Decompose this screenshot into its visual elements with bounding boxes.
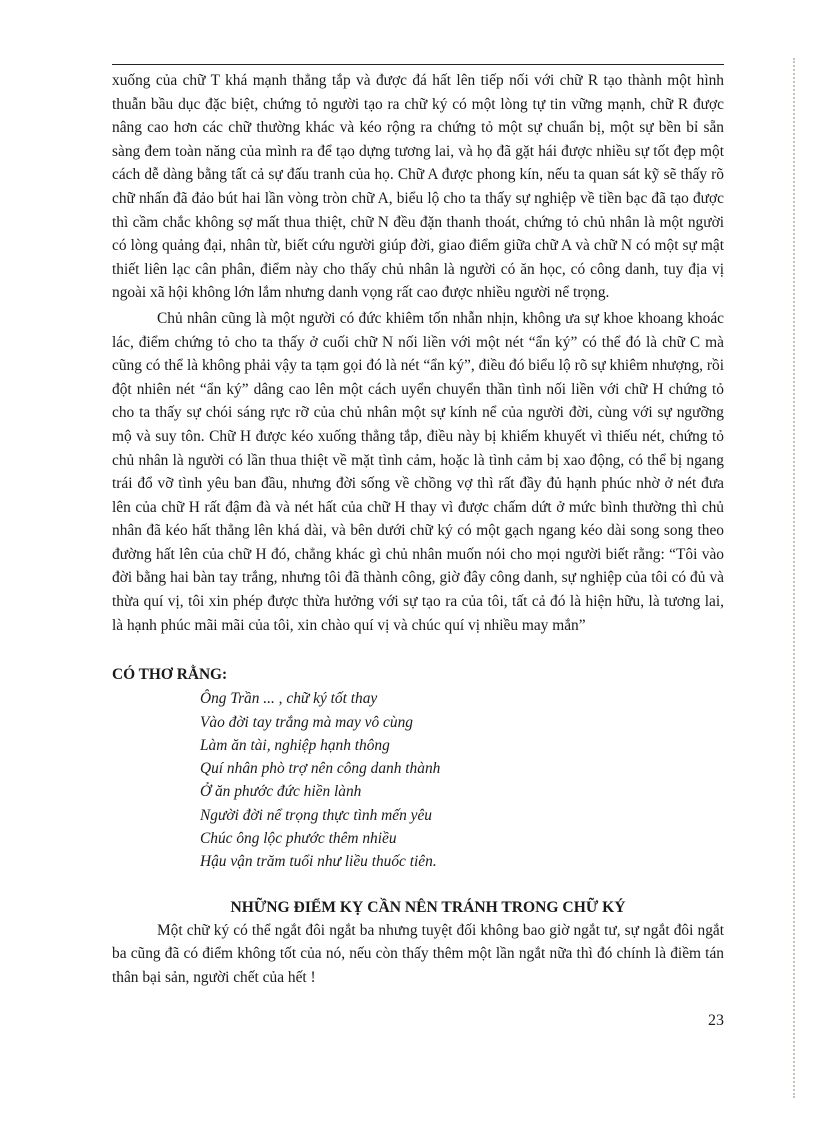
section-paragraph: Một chữ ký có thể ngắt đôi ngắt ba nhưng tuyệt đối không bao giờ ngắt tư, sự ngắt đôi ngắt ba cũng đã có điểm không tốt của nó, nếu còn thấy thêm một lần ngắt nữa thì đó chính là điềm tán thân bại sản, người chết của hết ! [112, 921, 724, 986]
poem-line: Hậu vận trăm tuổi như liều thuốc tiên. [200, 853, 437, 871]
body-paragraph-2: Chủ nhân cũng là một người có đức khiêm tốn nhẫn nhịn, không ưa sự khoe khoang khoác lác, điểm chứng tỏ cho ta thấy ở cuối chữ N nối liền với một nét “ẩn ký” có thể đó là chữ C mà cũng có thể là không phải vậy ta tạm gọi đó là nét “ẩn ký”, điều đó biểu lộ rõ sự khiêm nhượng, rồi đột nhiên nét “ẩn ký” dâng cao lên một cách uyển chuyển thần tình nối liền với chữ H chứng tỏ cho ta thấy sự chói sáng rực rỡ của chủ nhân một sự kính nể của người đời, cùng với sự ngưỡng mộ và suy tôn. Chữ H được kéo xuống thẳng tắp, điều này bị khiếm khuyết vì thiếu nét, chứng tỏ chủ nhân là người có lần thua thiệt về mặt tình cảm, hoặc là tình cảm bị xao động, có thể bị ngang trái đổ vỡ tình yêu ban đầu, nhưng đời sống về chồng vợ thì rất đầy đủ hạnh phúc nhờ ở nét đưa lên của chữ H rất đậm đà và nét hất của chữ H thay vì được chấm dứt ở mức bình thường thì chủ nhân đã kéo hất thẳng lên khá dài, và bên dưới chữ ký có một gạch ngang kéo dài song song theo đường hất lên của chữ H đó, chẳng khác gì chủ nhân muốn nói cho mọi người biết rằng: “Tôi vào đời bằng hai bàn tay trắng, nhưng tôi đã thành công, giờ đây công danh, sự nghiệp của tôi có đủ và thừa quí vị, tôi xin phép được thừa hưởng với sự tạo ra của tôi, tất cả đó là hiện hữu, là tương lai, là hạnh phúc mãi mãi của tôi, xin chào quí vị và chúc quí vị nhiều may mắn” [112, 309, 724, 634]
page-content [112, 69, 724, 989]
header-rule [112, 64, 724, 65]
poem-heading: CÓ THƠ RẰNG: [112, 666, 228, 684]
poem-line: Vào đời tay trắng mà may vô cùng [200, 713, 413, 731]
poem [200, 687, 724, 873]
poem-line: Người đời nể trọng thực tình mến yêu [200, 806, 432, 824]
body-paragraph-1: xuống của chữ T khá mạnh thẳng tắp và được đá hất lên tiếp nối với chữ R tạo thành một hình thuẫn bầu dục đặc biệt, chứng tỏ người tạo ra chữ ký có một lòng tự tin vững mạnh, chữ R được nâng cao hơn các chữ thường khác và kéo rộng ra chứng tỏ một sự chuẩn bị, một sự bền bỉ sẵn sàng đem toàn năng của mình ra để tạo dựng tương lai, và họ đã gặt hái được nhiều sự tốt đẹp một cách dễ dàng bằng tất cả sự đấu tranh của họ. Chữ A được phong kín, nếu ta quan sát kỹ sẽ thấy rõ chữ nhấn đã đảo bút hai lần vòng tròn chữ A, biểu lộ cho ta thấy sự nghiệp về tiền bạc đã tạo được thì cầm chắc không sợ mất thua thiệt, chữ N đều đặn thanh thoát, chứng tỏ chủ nhân là một người có lòng quảng đại, nhân từ, biết cứu người giúp đời, giao điểm giữa chữ A và chữ N có một sự mật thiết liên lạc cân phân, điểm này cho thấy chủ nhân là người có ăn học, có công danh, tuy địa vị ngoài xã hội không lớn lắm nhưng danh vọng rất cao được nhiều người nể trọng. [112, 72, 724, 302]
page-edge-border [793, 58, 795, 1098]
poem-line: Ở ăn phước đức hiền lành [200, 783, 362, 801]
page-number: 23 [708, 1012, 724, 1029]
poem-line: Chúc ông lộc phước thêm nhiều [200, 830, 397, 848]
section-title: NHỮNG ĐIỂM KỴ CẦN NÊN TRÁNH TRONG CHỮ KÝ [230, 898, 626, 916]
poem-line: Làm ăn tài, nghiệp hạnh thông [200, 736, 390, 754]
poem-line: Quí nhân phò trợ nên công danh thành [200, 760, 441, 778]
poem-line: Ông Trần ... , chữ ký tốt thay [200, 690, 378, 708]
